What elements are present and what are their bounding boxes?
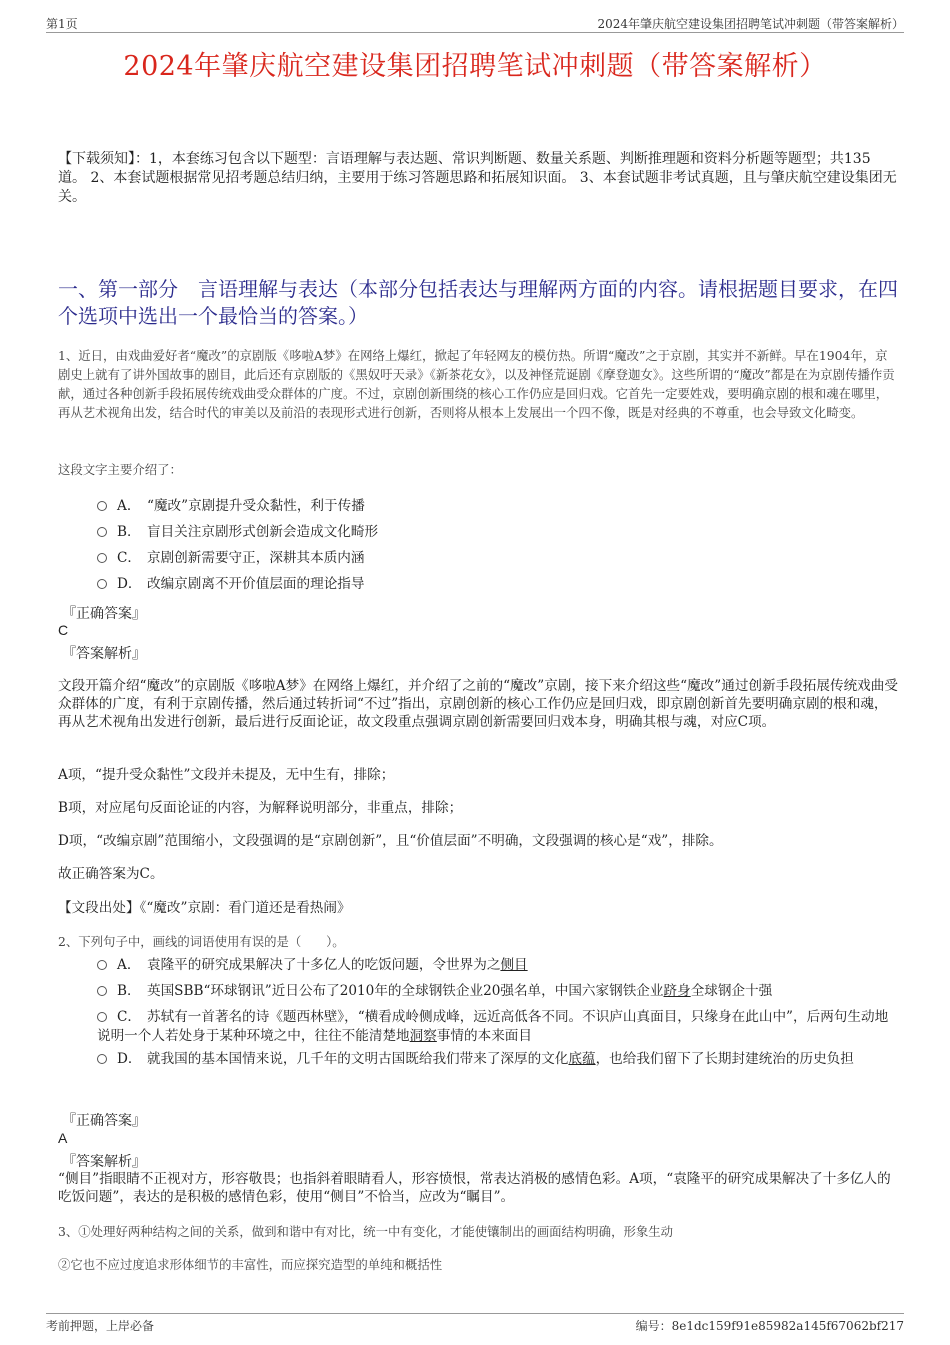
q1-option-d[interactable] (97, 575, 897, 594)
q2-stem: 2、下列句子中，画线的词语使用有误的是（ ）。 (58, 934, 345, 949)
option-text: 苏轼有一首著名的诗《题西林壁》，“横看成岭侧成峰，远近高低各不同。不识庐山真面目，只缘身在此山中”，后两句生动地说明一个人若处身于某种环境之中，往往不能清楚地 (97, 1009, 889, 1044)
q1-note-b: B项，对应尾句反面论证的内容，为解释说明部分，非重点，排除； (58, 800, 463, 816)
page-number: 第1页 (46, 17, 78, 31)
q2-option-b[interactable] (97, 982, 897, 1001)
q3-line-2: ②它也不应过度追求形体细节的丰富性，而应探究造型的单纯和概括性 (58, 1257, 443, 1272)
q3-line-1: 3、①处理好两种结构之间的关系，做到和谐中有对比，统一中有变化，才能使镶制出的画面结构明确，形象生动 (58, 1224, 674, 1239)
underlined-word: 侧目 (500, 957, 528, 973)
option-key: A． (117, 498, 141, 514)
option-key: D． (117, 1051, 142, 1067)
q2-option-a[interactable] (97, 956, 897, 975)
option-text-tail: ，也给我们留下了长期封建统治的历史负担 (595, 1051, 854, 1067)
option-text: 改编京剧离不开价值层面的理论指导 (147, 576, 365, 592)
option-key: C． (117, 1009, 141, 1025)
q2-analysis: “侧目”指眼睛不正视对方，形容敬畏；也指斜着眼睛看人，形容愤恨，常表达消极的感情色彩。A项，“袁隆平的研究成果解决了十多亿人的吃饭问题”，表达的是积极的感情色彩，使用“侧目”不恰当，应改为“瞩目”。 (58, 1171, 891, 1205)
footer-doc-id: 编号：8e1dc159f91e85982a145f67062bf217 (635, 1319, 904, 1333)
q1-conclusion: 故正确答案为C。 (58, 866, 164, 882)
radio-icon[interactable] (97, 1054, 107, 1064)
q2-answer-label: 『正确答案』 (62, 1113, 146, 1129)
option-text: “魔改”京剧提升受众黏性，利于传播 (147, 498, 365, 514)
q1-prompt: 这段文字主要介绍了： (58, 462, 182, 477)
radio-icon[interactable] (97, 553, 107, 563)
option-key: C． (117, 550, 141, 566)
q2-answer: A (58, 1130, 68, 1146)
header-doc-title: 2024年肇庆航空建设集团招聘笔试冲刺题（带答案解析） (597, 17, 904, 31)
radio-icon[interactable] (97, 960, 107, 970)
section-title: 一、第一部分 言语理解与表达（本部分包括表达与理解两方面的内容。请根据题目要求，在四个选项中选出一个最恰当的答案。） (58, 277, 898, 328)
radio-icon[interactable] (97, 1012, 107, 1022)
q1-option-c[interactable] (97, 549, 897, 568)
q1-option-b[interactable] (97, 523, 897, 542)
page-header (46, 12, 904, 33)
option-text: 就我国的基本国情来说，几千年的文明古国既给我们带来了深厚的文化 (147, 1051, 569, 1067)
q1-stem: 1、近日，由戏曲爱好者“魔改”的京剧版《哆啦A梦》在网络上爆红，掀起了年轻网友的模仿热。所谓“魔改”之于京剧，其实并不新鲜。早在1904年，京剧史上就有了讲外国故事的剧目，此后还有京剧版的《黑奴吁天录》《新茶花女》，以及神怪荒诞剧《摩登迦女》。这些所谓的“魔改”都是在为京剧传播作贡献，通过各种创新手段拓展传统戏曲受众群体的广度。不过，京剧创新围绕的核心工作仍应是回归戏。它首先一定要姓戏，要明确京剧的根和魂在哪里，再从艺术视角出发，结合时代的审美以及前沿的表现形式进行创新，否则将从根本上发展出一个四不像，既是对经典的不尊重，也会导致文化畸变。 (58, 348, 895, 420)
underlined-word: 底蕴 (568, 1051, 596, 1067)
q2-option-d[interactable] (97, 1050, 897, 1069)
q1-analysis-label: 『答案解析』 (62, 646, 146, 662)
option-key: B． (117, 983, 141, 999)
option-text-tail: 全球钢企十强 (690, 983, 773, 999)
q1-option-a[interactable] (97, 497, 897, 516)
option-text-tail: 事情的本来面目 (436, 1028, 532, 1044)
q1-answer-label: 『正确答案』 (62, 606, 146, 622)
q1-source: 【文段出处】《“魔改”京剧：看门道还是看热闹》 (58, 900, 351, 916)
option-text: 京剧创新需要守正，深耕其本质内涵 (147, 550, 365, 566)
option-text: 袁隆平的研究成果解决了十多亿人的吃饭问题，令世界为之 (147, 957, 501, 973)
q1-note-a: A项，“提升受众黏性”文段并未提及，无中生有，排除； (58, 767, 395, 783)
option-key: B． (117, 524, 141, 540)
radio-icon[interactable] (97, 986, 107, 996)
document-title: 2024年肇庆航空建设集团招聘笔试冲刺题（带答案解析） (123, 51, 827, 82)
option-text: 英国SBB“环球钢讯”近日公布了2010年的全球钢铁企业20强名单，中国六家钢铁企业 (147, 983, 664, 999)
radio-icon[interactable] (97, 527, 107, 537)
q2-option-c[interactable] (97, 1008, 897, 1046)
radio-icon[interactable] (97, 501, 107, 511)
q2-analysis-label: 『答案解析』 (62, 1154, 146, 1170)
q1-analysis: 文段开篇介绍“魔改”的京剧版《哆啦A梦》在网络上爆红，并介绍了之前的“魔改”京剧，接下来介绍这些“魔改”通过创新手段拓展传统戏曲受众群体的广度，有利于京剧传播，然后通过转折词“不过”指出，京剧创新的核心工作仍应是回归戏，即京剧创新首先要明确京剧的根和魂，再从艺术视角出发进行创新，最后进行反面论证，故文段重点强调京剧创新需要回归戏本身，明确其根与魂，对应C项。 (58, 678, 898, 730)
underlined-word: 跻身 (663, 983, 691, 999)
option-key: A． (117, 957, 141, 973)
footer-slogan: 考前押题，上岸必备 (46, 1319, 155, 1333)
underlined-word: 洞察 (409, 1028, 437, 1044)
radio-icon[interactable] (97, 579, 107, 589)
download-notice: 【下载须知】：1，本套练习包含以下题型：言语理解与表达题、常识判断题、数量关系题、判断推理题和资料分析题等题型；共135道。 2、本套试题根据常见招考题总结归纳，主要用于练习答题思路和拓展知识面。 3、本套试题非考试真题，且与肇庆航空建设集团无关。 (58, 151, 897, 205)
page-footer (46, 1313, 904, 1334)
q1-note-d: D项，“改编京剧”范围缩小，文段强调的是“京剧创新”，且“价值层面”不明确，文段强调的核心是“戏”，排除。 (58, 833, 723, 849)
option-text: 盲目关注京剧形式创新会造成文化畸形 (147, 524, 379, 540)
q1-answer: C (58, 622, 69, 638)
option-key: D． (117, 576, 142, 592)
